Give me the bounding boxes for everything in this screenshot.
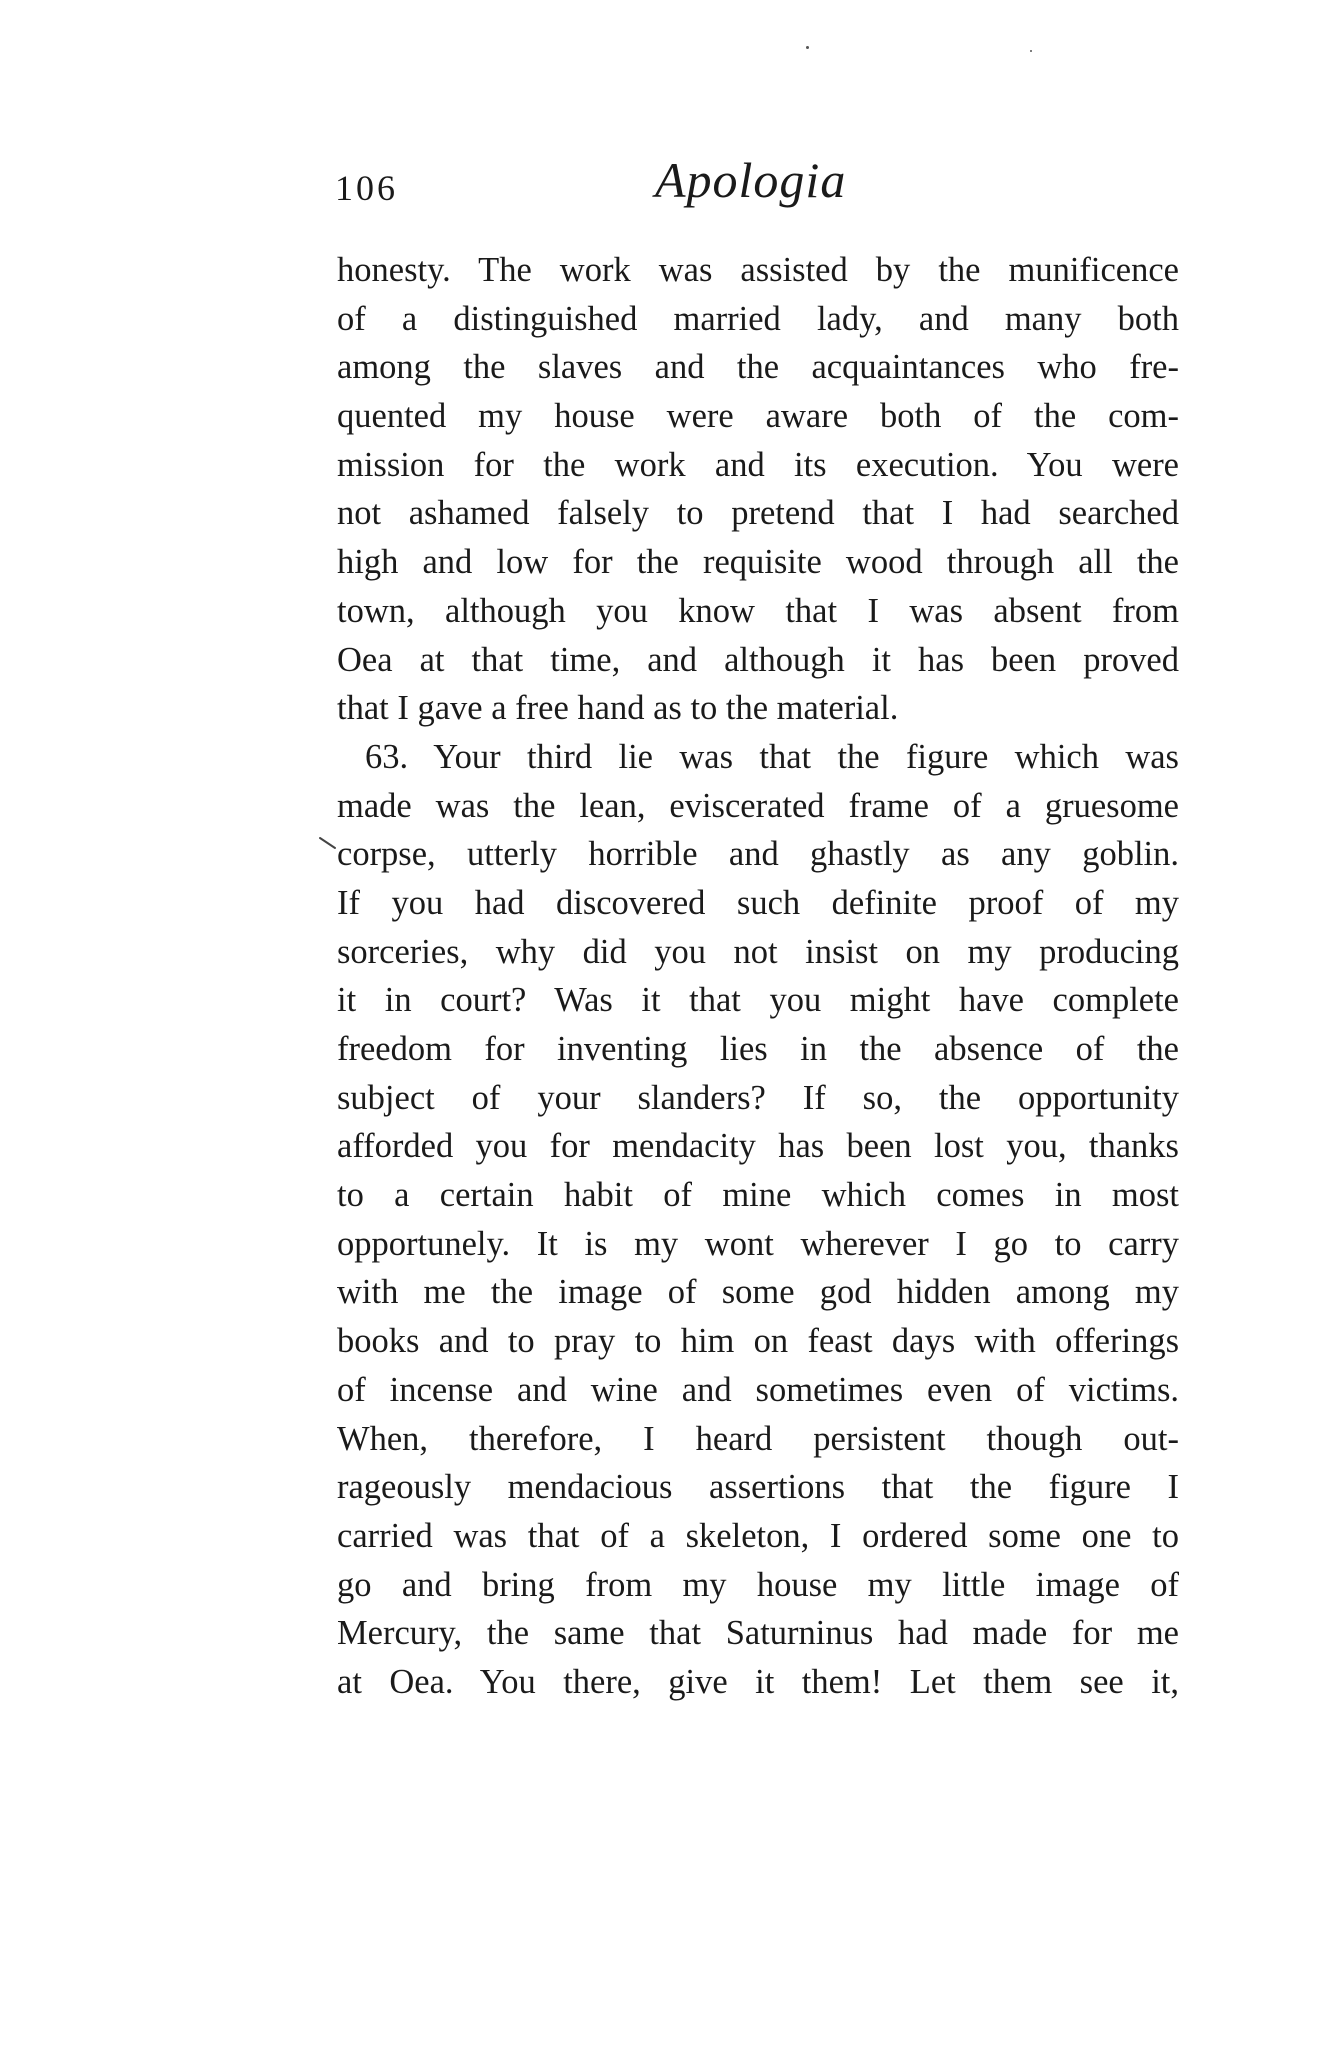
page-header <box>335 152 1185 218</box>
margin-pencil-mark <box>318 836 338 850</box>
text-line: opportunely. It is my wont wherever I go to carry <box>337 1224 1179 1263</box>
text-line: of a distinguished married lady, and many both <box>337 299 1179 338</box>
body-text <box>337 246 1179 1707</box>
text-line: subject of your slanders? If so, the opportunity <box>337 1078 1179 1117</box>
paper-speck <box>1030 50 1032 52</box>
text-line: freedom for inventing lies in the absence of the <box>337 1030 1179 1068</box>
page-number: 106 <box>335 168 398 208</box>
text-line: honesty. The work was assisted by the munificence <box>337 251 1179 289</box>
text-line: high and low for the requisite wood through all the <box>337 543 1179 582</box>
text-line: at Oea. You there, give it them! Let them see it, <box>337 1662 1179 1701</box>
text-line: sorceries, why did you not insist on my producing <box>337 932 1179 971</box>
text-line: with me the image of some god hidden among my <box>337 1273 1179 1312</box>
text-line: that I gave a free hand as to the material. <box>337 689 899 728</box>
text-line: books and to pray to him on feast days with offerings <box>337 1322 1179 1361</box>
text-line: of incense and wine and sometimes even of victims. <box>337 1370 1179 1409</box>
running-title: Apologia <box>655 152 847 208</box>
text-line: it in court? Was it that you might have complete <box>337 981 1179 1020</box>
text-line: mission for the work and its execution. You were <box>337 445 1179 484</box>
text-line: quented my house were aware both of the com- <box>337 397 1179 436</box>
text-line: When, therefore, I heard persistent though out- <box>337 1419 1179 1458</box>
text-line: Mercury, the same that Saturninus had made for me <box>337 1614 1179 1653</box>
text-line: If you had discovered such definite proof of my <box>337 883 1179 922</box>
text-line: among the slaves and the acquaintances who fre- <box>337 348 1179 387</box>
text-line: carried was that of a skeleton, I ordered some one to <box>337 1516 1179 1555</box>
text-line: Oea at that time, and although it has been proved <box>337 640 1179 679</box>
text-line: town, although you know that I was absent from <box>337 591 1179 630</box>
text-line: rageously mendacious assertions that the figure I <box>337 1468 1179 1507</box>
text-line: go and bring from my house my little image of <box>337 1565 1179 1604</box>
text-line: afforded you for mendacity has been lost you, thanks <box>337 1127 1179 1166</box>
text-line: made was the lean, eviscerated frame of a gruesome <box>337 786 1179 825</box>
text-line: not ashamed falsely to pretend that I had searched <box>337 494 1179 533</box>
text-line: to a certain habit of mine which comes in most <box>337 1176 1179 1215</box>
text-line: corpse, utterly horrible and ghastly as any goblin. <box>337 835 1179 874</box>
section-start-line: 63. Your third lie was that the figure which was <box>365 737 1179 776</box>
paper-speck <box>806 46 809 49</box>
